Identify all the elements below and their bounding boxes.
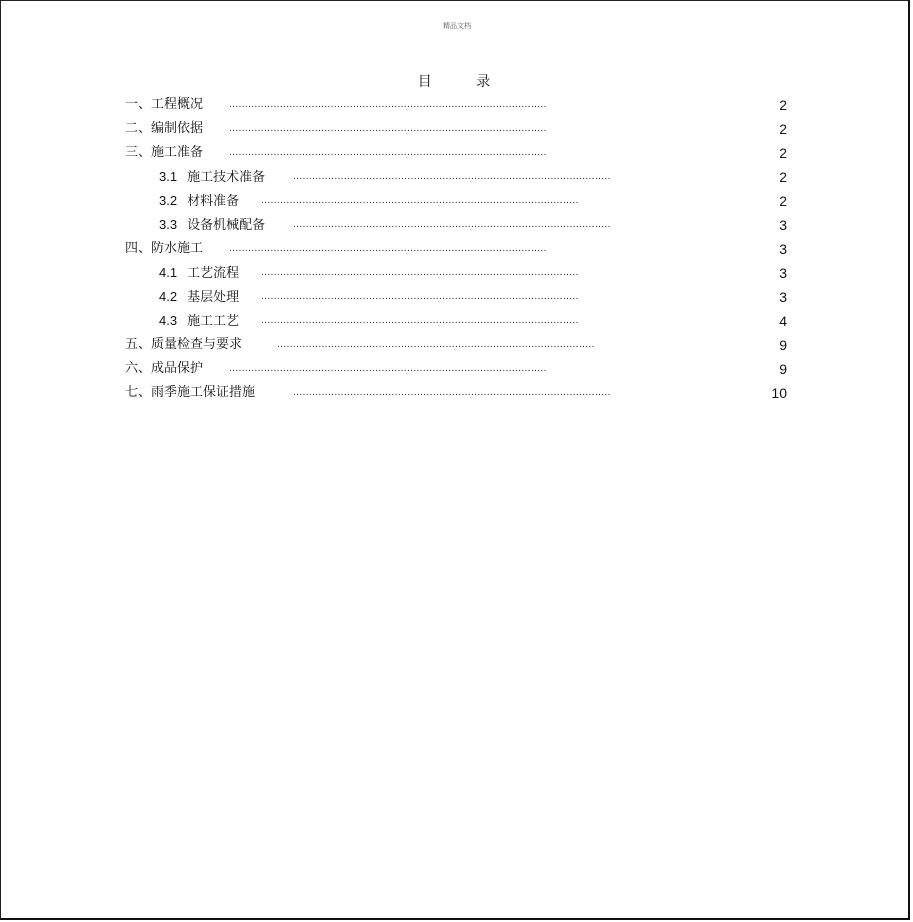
toc-entry-page: 4 — [779, 313, 787, 329]
toc-entry[interactable] — [1, 285, 913, 309]
toc-entry-label — [159, 285, 239, 310]
toc-leader-dots: .................................................................................................... — [261, 267, 579, 278]
toc-entry-number: 4.2 — [159, 289, 178, 304]
toc-entry[interactable] — [1, 141, 913, 165]
toc-leader-dots: .................................................................................................... — [293, 219, 611, 230]
toc-entry-page: 3 — [779, 217, 787, 233]
toc-entry[interactable] — [1, 333, 913, 357]
toc-leader-dots: .................................................................................................... — [229, 147, 547, 158]
toc-entry-text: 基层处理 — [187, 290, 240, 305]
toc-entry-number: 4.3 — [159, 313, 178, 328]
toc-entry-label: 一、工程概况 — [125, 97, 204, 112]
toc-entry-page: 2 — [779, 193, 787, 209]
toc-leader-dots: .................................................................................................... — [229, 243, 547, 254]
toc-entry-number: 3.1 — [159, 169, 178, 184]
toc-leader-dots: .................................................................................................... — [293, 387, 611, 398]
toc-entry-page: 3 — [779, 289, 787, 305]
toc-leader-dots: .................................................................................................... — [229, 123, 547, 134]
toc-entry[interactable] — [1, 213, 913, 237]
toc-entry-text: 设备机械配备 — [187, 218, 266, 233]
toc-entry-label — [159, 309, 239, 334]
toc-entry-label: 二、编制依据 — [125, 121, 204, 136]
toc-leader-dots: .................................................................................................... — [261, 315, 579, 326]
toc-entry-page: 3 — [779, 241, 787, 257]
toc-leader-dots: .................................................................................................... — [261, 195, 579, 206]
toc-title: 目 录 — [417, 74, 511, 90]
toc-entry-label: 六、成品保护 — [125, 361, 204, 376]
toc-entry-page: 2 — [779, 169, 787, 185]
toc-list — [1, 93, 913, 405]
toc-entry-text: 材料准备 — [187, 194, 240, 209]
toc-entry-number: 3.3 — [159, 217, 178, 232]
toc-entry[interactable] — [1, 189, 913, 213]
toc-entry-page: 2 — [779, 97, 787, 113]
toc-entry[interactable] — [1, 381, 913, 405]
toc-entry-number: 3.2 — [159, 193, 178, 208]
toc-entry-page: 10 — [771, 385, 787, 401]
toc-entry-label — [159, 189, 239, 214]
toc-entry[interactable] — [1, 237, 913, 261]
toc-entry-number: 4.1 — [159, 265, 178, 280]
toc-entry-label — [159, 213, 265, 238]
toc-entry-text: 工艺流程 — [187, 266, 240, 281]
toc-entry-label: 七、雨季施工保证措施 — [125, 385, 256, 400]
page-header-mark: 精品文档 — [443, 22, 471, 30]
toc-entry-page: 9 — [779, 337, 787, 353]
toc-entry-page: 2 — [779, 121, 787, 137]
toc-entry[interactable] — [1, 357, 913, 381]
toc-entry-text: 施工技术准备 — [187, 170, 266, 185]
toc-entry[interactable] — [1, 117, 913, 141]
toc-entry[interactable] — [1, 261, 913, 285]
toc-entry-label — [159, 165, 265, 190]
toc-entry[interactable] — [1, 309, 913, 333]
toc-entry-page: 9 — [779, 361, 787, 377]
toc-leader-dots: .................................................................................................... — [293, 171, 611, 182]
toc-entry-label — [159, 261, 239, 286]
toc-entry[interactable] — [1, 93, 913, 117]
toc-entry-label: 五、质量检查与要求 — [125, 337, 243, 352]
toc-entry-label: 四、防水施工 — [125, 241, 204, 256]
toc-leader-dots: .................................................................................................... — [261, 291, 579, 302]
toc-leader-dots: .................................................................................................... — [277, 339, 595, 350]
toc-entry[interactable] — [1, 165, 913, 189]
toc-leader-dots: .................................................................................................... — [229, 99, 547, 110]
toc-entry-text: 施工工艺 — [187, 314, 240, 329]
toc-entry-page: 2 — [779, 145, 787, 161]
toc-entry-label: 三、施工准备 — [125, 145, 204, 160]
toc-entry-page: 3 — [779, 265, 787, 281]
toc-leader-dots: .................................................................................................... — [229, 363, 547, 374]
